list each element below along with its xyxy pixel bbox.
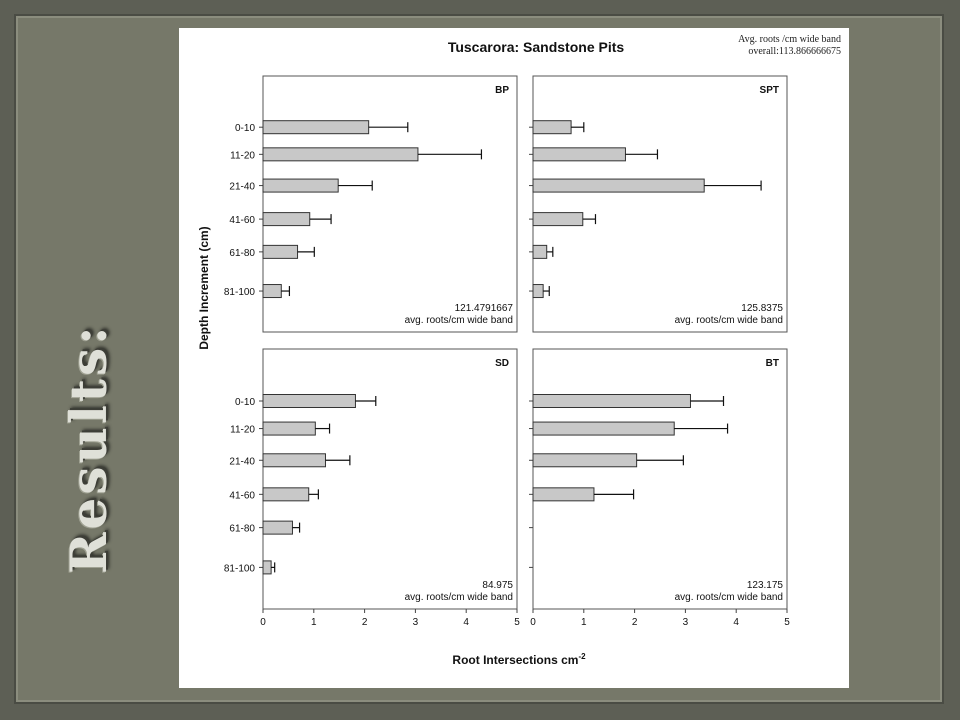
bar	[533, 148, 625, 161]
overall-note-line-1: Avg. roots /cm wide band	[738, 34, 841, 45]
bar	[263, 561, 271, 574]
y-tick-label: 61-80	[229, 523, 255, 535]
annotation-value: 123.175	[746, 580, 783, 591]
x-axis-label	[452, 652, 586, 667]
panel-sd	[224, 349, 520, 628]
bar	[263, 454, 325, 467]
overall-note-line-2: overall:113.866666675	[748, 46, 841, 57]
chart-title: Tuscarora: Sandstone Pits	[447, 39, 625, 55]
panel-bt	[529, 349, 790, 628]
bar	[263, 521, 292, 534]
bar	[263, 121, 369, 134]
y-axis-label: Depth Increment (cm)	[197, 226, 211, 350]
y-tick-label: 21-40	[229, 181, 255, 193]
panel-label: SPT	[759, 85, 779, 96]
y-tick-label: 11-20	[230, 424, 255, 436]
bar	[533, 454, 637, 467]
x-tick-label: 5	[514, 617, 520, 628]
panel-spt	[529, 76, 787, 332]
chart-panels	[224, 76, 790, 628]
annotation-label: avg. roots/cm wide band	[404, 592, 513, 603]
x-tick-label: 5	[784, 617, 790, 628]
chart-figure	[179, 28, 849, 688]
y-tick-label: 41-60	[229, 490, 255, 502]
bar	[533, 488, 594, 501]
y-tick-label: 0-10	[234, 397, 255, 408]
x-axis-label-superscript: -2	[578, 652, 586, 661]
annotation-label: avg. roots/cm wide band	[674, 315, 783, 326]
annotation-label: avg. roots/cm wide band	[404, 315, 513, 326]
bar	[533, 179, 704, 192]
bar	[533, 121, 571, 134]
x-tick-label: 2	[361, 617, 368, 628]
bar	[263, 488, 309, 501]
panel-label: SD	[495, 358, 509, 369]
x-tick-label: 3	[412, 617, 419, 628]
chart-panel	[179, 28, 849, 688]
bar	[263, 213, 310, 226]
x-tick-label: 3	[682, 617, 689, 628]
annotation-value: 121.4791667	[454, 303, 513, 314]
slide-title: Results:	[59, 323, 118, 574]
overall-average-note	[738, 34, 841, 58]
y-tick-label: 81-100	[223, 563, 255, 575]
bar	[263, 422, 315, 435]
x-tick-label: 0	[260, 617, 266, 628]
bar	[263, 285, 281, 298]
bar	[263, 395, 355, 408]
y-tick-label: 81-100	[223, 287, 255, 299]
bar	[263, 245, 298, 258]
y-tick-label: 0-10	[234, 123, 255, 135]
panel-frame	[263, 76, 517, 332]
y-tick-label: 61-80	[229, 247, 255, 259]
y-tick-label: 11-20	[230, 150, 255, 162]
x-tick-label: 4	[733, 617, 739, 628]
x-tick-label: 0	[530, 617, 536, 628]
bar	[263, 148, 418, 161]
bar	[533, 285, 543, 298]
panel-label: BP	[495, 85, 509, 96]
x-axis-label-main: Root Intersections cm	[452, 653, 579, 667]
panel-frame	[533, 349, 787, 609]
bar	[263, 179, 338, 192]
x-tick-label: 1	[581, 617, 587, 628]
panel-bp	[224, 76, 517, 332]
bar	[533, 213, 583, 226]
panel-label: BT	[765, 358, 779, 369]
y-tick-label: 21-40	[229, 456, 255, 468]
bar	[533, 422, 674, 435]
y-tick-label: 41-60	[229, 215, 255, 227]
annotation-value: 125.8375	[741, 303, 783, 314]
x-tick-label: 2	[631, 617, 638, 628]
x-tick-label: 4	[463, 617, 469, 628]
panel-frame	[263, 349, 517, 609]
bar	[533, 245, 547, 258]
panel-frame	[533, 76, 787, 332]
x-tick-label: 1	[311, 617, 317, 628]
bar	[533, 395, 690, 408]
annotation-label: avg. roots/cm wide band	[674, 592, 783, 603]
annotation-value: 84.975	[482, 580, 513, 591]
